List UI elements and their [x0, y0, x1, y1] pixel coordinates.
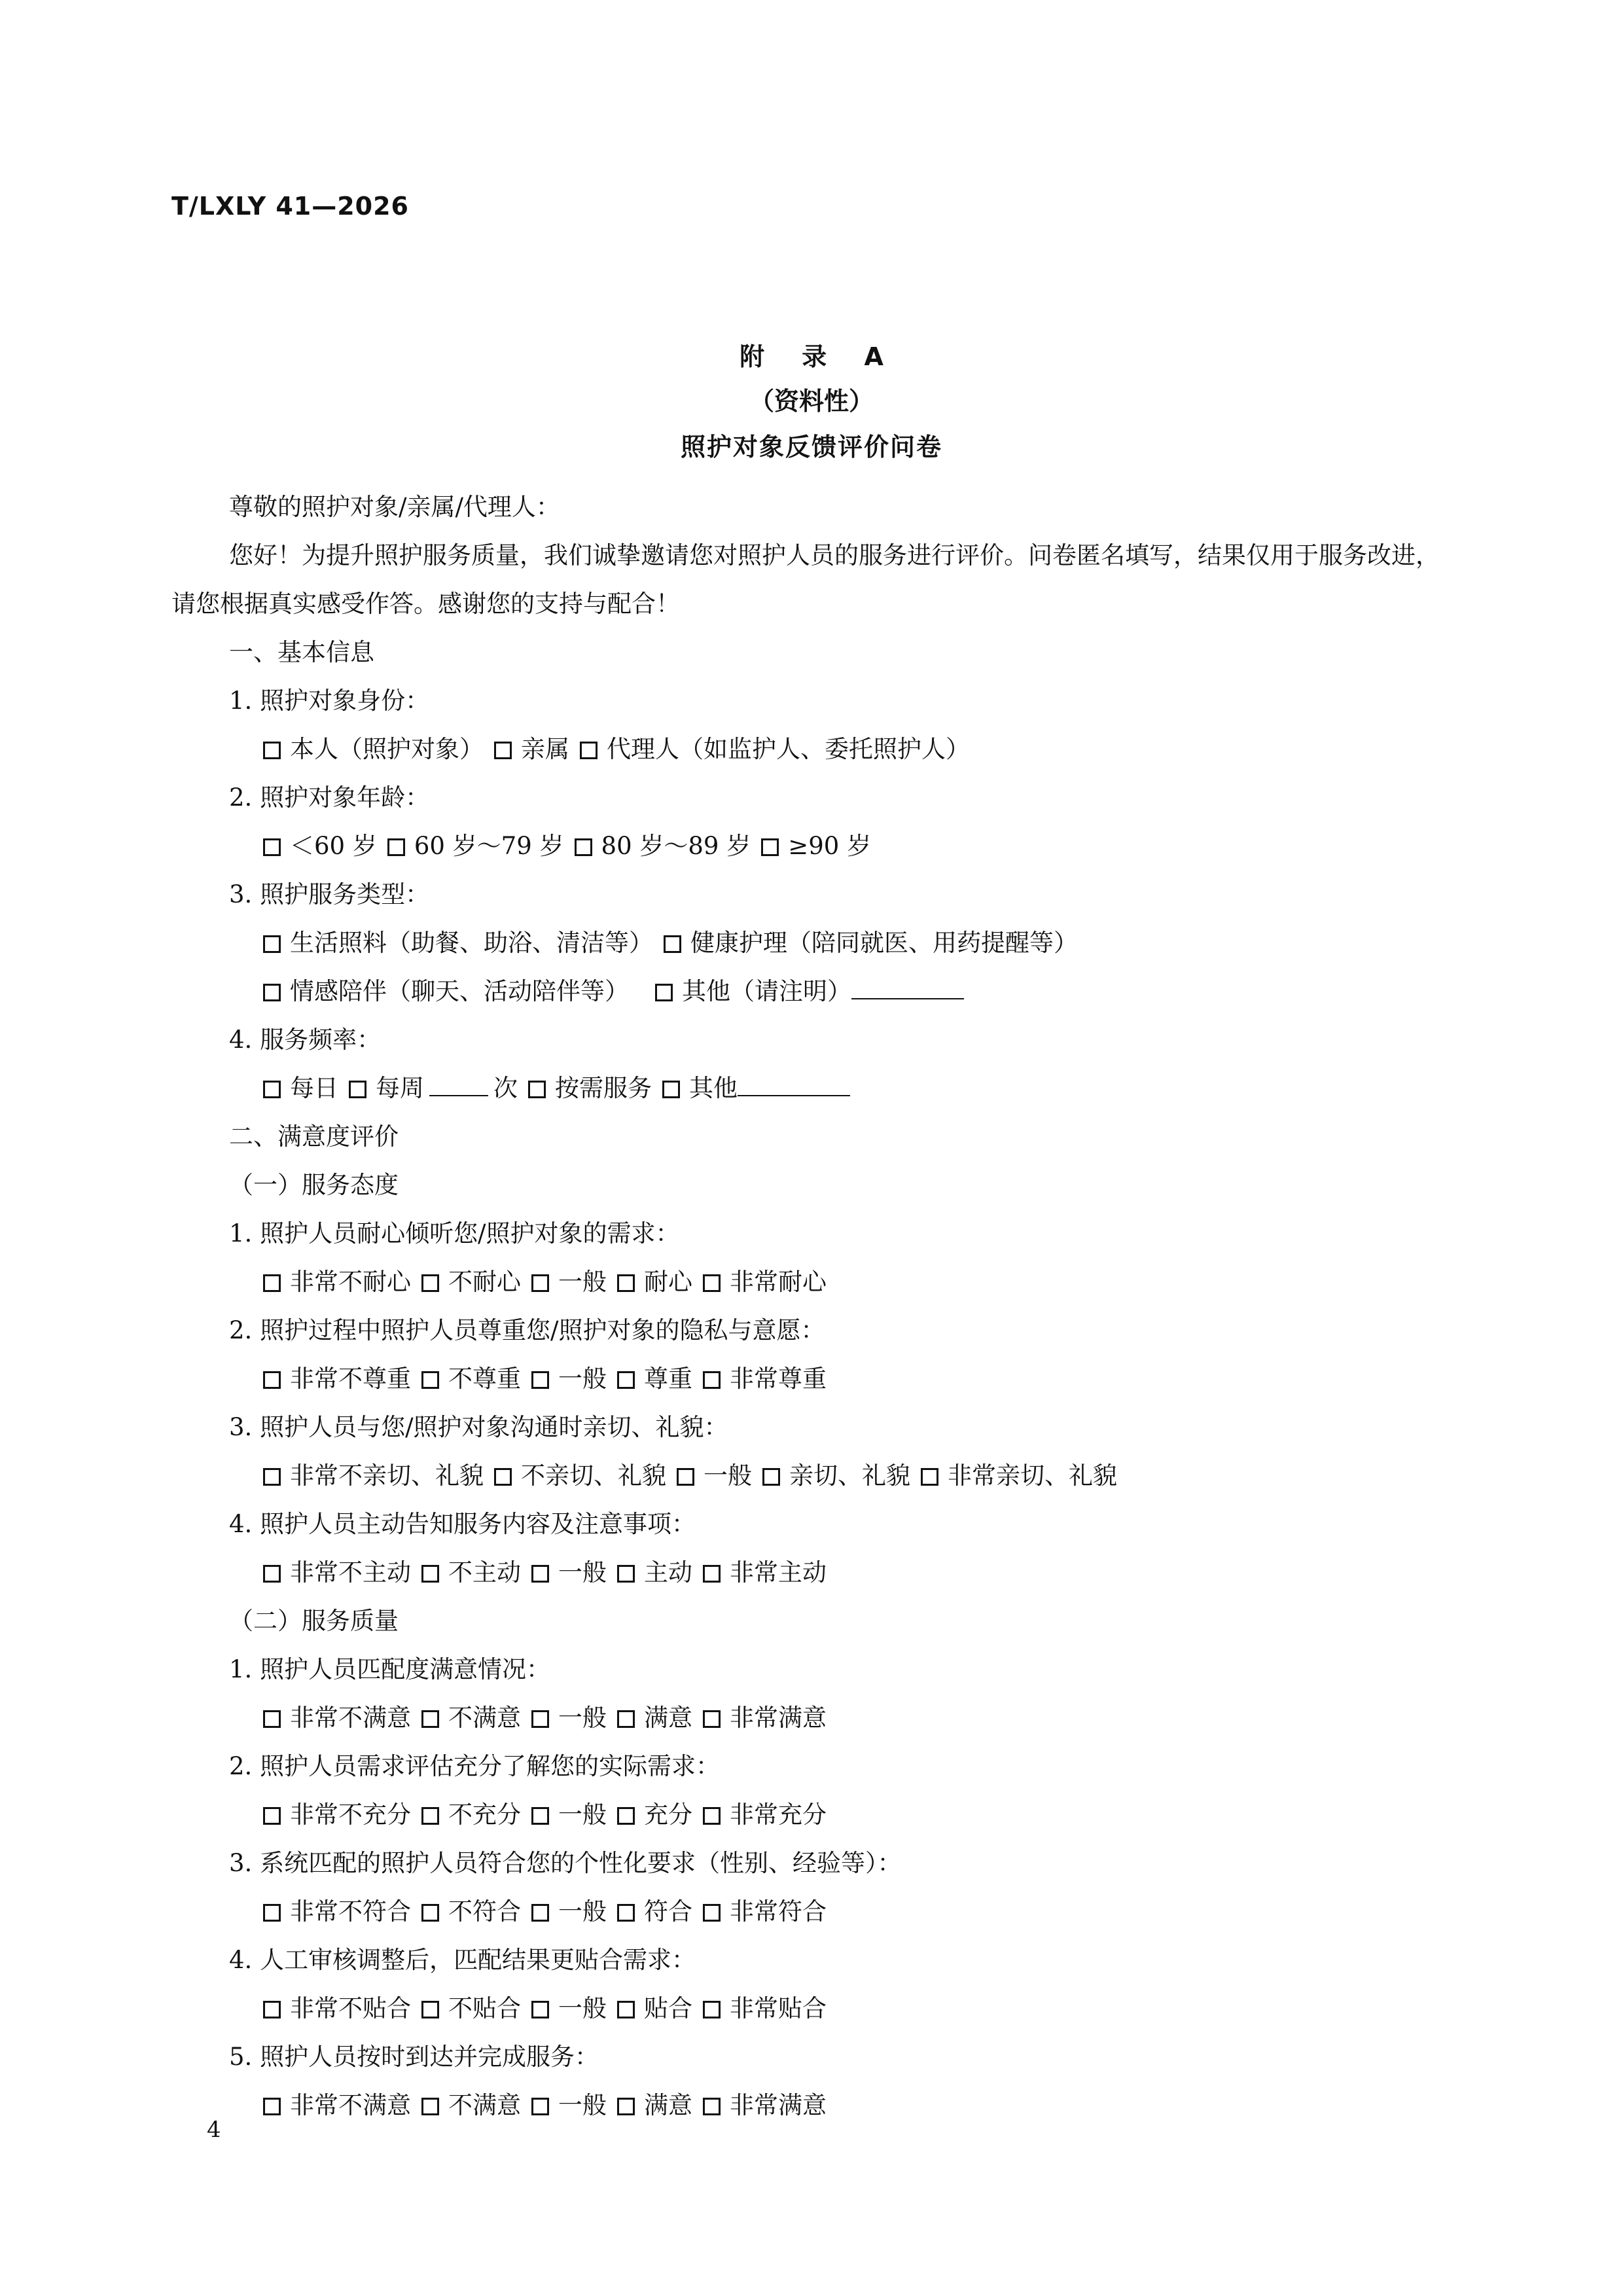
- option-label: 本人（照护对象）: [290, 735, 484, 763]
- option-label: 非常充分: [730, 1801, 827, 1829]
- option-label: 非常不满意: [290, 1704, 411, 1732]
- annex-nature: （资料性）: [749, 387, 874, 416]
- checkbox[interactable]: [263, 1807, 281, 1825]
- option[interactable]: [575, 832, 751, 860]
- option[interactable]: [263, 1462, 484, 1490]
- option-label: 非常亲切、礼貌: [948, 1462, 1117, 1490]
- option-label: 尊重: [644, 1365, 692, 1393]
- intro-paragraph: 您好！为提升照护服务质量，我们诚挚邀请您对照护人员的服务进行评价。问卷匿名填写，结果仅用于服务改进，请您根据真实感受作答。感谢您的支持与配合！: [171, 541, 1440, 618]
- checkbox[interactable]: [263, 1904, 281, 1922]
- checkbox[interactable]: [617, 1371, 635, 1389]
- option[interactable]: [263, 1558, 411, 1587]
- checkbox[interactable]: [703, 1274, 721, 1292]
- checkbox[interactable]: [662, 1081, 680, 1098]
- option[interactable]: [263, 735, 484, 763]
- option[interactable]: [617, 1994, 692, 2022]
- option[interactable]: [494, 1462, 666, 1490]
- section-satisfaction-title: 二、满意度评价: [229, 1122, 399, 1151]
- options-row: [171, 1984, 1454, 2033]
- option-label: 非常不符合: [290, 1897, 411, 1926]
- checkbox[interactable]: [531, 1710, 549, 1728]
- options-row: [171, 1355, 1454, 1403]
- checkbox[interactable]: [655, 984, 673, 1001]
- question-text: 4. 人工审核调整后，匹配结果更贴合需求：: [229, 1946, 696, 1974]
- option[interactable]: [494, 735, 569, 763]
- checkbox[interactable]: [703, 1565, 721, 1583]
- option-label: ≥90 岁: [788, 832, 872, 860]
- option-label: 其他: [689, 1074, 738, 1102]
- quality-questions: [171, 1645, 1454, 2130]
- option-label-suffix: 次: [493, 1074, 518, 1102]
- option[interactable]: [421, 1268, 521, 1296]
- option-label: 按需服务: [555, 1074, 652, 1102]
- question-text: 2. 照护人员需求评估充分了解您的实际需求：: [229, 1752, 721, 1780]
- option-label: 不满意: [448, 1704, 521, 1732]
- option[interactable]: [421, 1365, 521, 1393]
- checkbox[interactable]: [580, 742, 597, 759]
- checkbox[interactable]: [703, 1807, 721, 1825]
- checkbox[interactable]: [421, 1904, 439, 1922]
- subsection-title: （一）服务态度: [229, 1171, 399, 1199]
- checkbox[interactable]: [263, 935, 281, 953]
- greeting: 尊敬的照护对象/亲属/代理人：: [229, 493, 560, 521]
- option-label: ＜60 岁: [290, 832, 377, 860]
- option-label: 一般: [558, 1558, 607, 1587]
- options-row: [171, 919, 1454, 967]
- option-label: 80 岁～89 岁: [601, 832, 751, 860]
- option-label: 非常主动: [730, 1558, 827, 1587]
- option-label: 不贴合: [448, 1994, 521, 2022]
- option-label: 不符合: [448, 1897, 521, 1926]
- option-label: 符合: [644, 1897, 692, 1926]
- checkbox[interactable]: [349, 1081, 366, 1098]
- option[interactable]: [703, 1994, 827, 2022]
- option-label: 非常不充分: [290, 1801, 411, 1829]
- checkbox[interactable]: [263, 2098, 281, 2115]
- option-label: 亲切、礼貌: [789, 1462, 910, 1490]
- checkbox[interactable]: [263, 1468, 281, 1486]
- option[interactable]: [655, 977, 964, 1005]
- checkbox[interactable]: [421, 1371, 439, 1389]
- option[interactable]: [677, 1462, 752, 1490]
- options-row: [171, 725, 1454, 774]
- checkbox[interactable]: [421, 2098, 439, 2115]
- checkbox[interactable]: [263, 742, 281, 759]
- option-label: 非常不主动: [290, 1558, 411, 1587]
- questionnaire-body: [171, 483, 1454, 2130]
- checkbox[interactable]: [494, 1468, 512, 1486]
- checkbox[interactable]: [421, 1565, 439, 1583]
- checkbox[interactable]: [263, 1565, 281, 1583]
- option-label: 一般: [558, 1365, 607, 1393]
- options-row: [171, 822, 1454, 870]
- checkbox[interactable]: [421, 1710, 439, 1728]
- option-label: 每周: [376, 1074, 424, 1102]
- checkbox[interactable]: [703, 2098, 721, 2115]
- question-text: 1. 照护人员匹配度满意情况：: [229, 1655, 551, 1683]
- checkbox[interactable]: [617, 1274, 635, 1292]
- option-label: 其他（请注明）: [682, 977, 851, 1005]
- option-label: 情感陪伴（聊天、活动陪伴等）: [290, 977, 629, 1005]
- checkbox[interactable]: [762, 1468, 780, 1486]
- option[interactable]: [703, 1268, 827, 1296]
- question-text: 2. 照护过程中照护人员尊重您/照护对象的隐私与意愿：: [229, 1316, 825, 1344]
- option[interactable]: [263, 2091, 411, 2119]
- option[interactable]: [263, 1074, 338, 1102]
- question-text: 4. 服务频率：: [229, 1026, 382, 1054]
- option-label: 一般: [558, 1704, 607, 1732]
- checkbox[interactable]: [421, 1274, 439, 1292]
- option[interactable]: [617, 1704, 692, 1732]
- options-row: [171, 1694, 1454, 1742]
- option[interactable]: [664, 929, 1078, 957]
- option-label: 一般: [558, 1801, 607, 1829]
- option-label: 代理人（如监护人、委托照护人）: [607, 735, 970, 763]
- checkbox[interactable]: [761, 838, 779, 856]
- option[interactable]: [531, 1897, 607, 1926]
- option-label: 生活照料（助餐、助浴、清洁等）: [290, 929, 653, 957]
- option-label: 非常满意: [730, 1704, 827, 1732]
- option[interactable]: [421, 1994, 521, 2022]
- option[interactable]: [421, 1558, 521, 1587]
- option[interactable]: [531, 1704, 607, 1732]
- option[interactable]: [703, 1897, 827, 1926]
- option[interactable]: [421, 1704, 521, 1732]
- question-text: 1. 照护对象身份：: [229, 687, 430, 715]
- option[interactable]: [617, 1897, 692, 1926]
- option[interactable]: [531, 1268, 607, 1296]
- checkbox[interactable]: [263, 1371, 281, 1389]
- option[interactable]: [662, 1074, 850, 1102]
- question-text: 2. 照护对象年龄：: [229, 783, 430, 812]
- question-text: 1. 照护人员耐心倾听您/照护对象的需求：: [229, 1219, 680, 1247]
- option-label: 耐心: [644, 1268, 692, 1296]
- option[interactable]: [263, 1704, 411, 1732]
- option[interactable]: [421, 1801, 521, 1829]
- option-label: 一般: [558, 1268, 607, 1296]
- option[interactable]: [617, 1558, 692, 1587]
- option[interactable]: [349, 1074, 518, 1102]
- checkbox[interactable]: [528, 1081, 546, 1098]
- option[interactable]: [528, 1074, 652, 1102]
- option-label: 健康护理（陪同就医、用药提醒等）: [690, 929, 1078, 957]
- option[interactable]: [263, 977, 629, 1005]
- option[interactable]: [531, 2091, 607, 2119]
- option-label: 一般: [558, 2091, 607, 2119]
- option[interactable]: [703, 2091, 827, 2119]
- section-basic-info-title: 一、基本信息: [229, 638, 374, 666]
- checkbox[interactable]: [531, 1371, 549, 1389]
- option[interactable]: [617, 2091, 692, 2119]
- checkbox[interactable]: [617, 1904, 635, 1922]
- option[interactable]: [531, 1801, 607, 1829]
- options-row: [171, 1452, 1454, 1500]
- checkbox[interactable]: [664, 935, 681, 953]
- option-label: 一般: [704, 1462, 752, 1490]
- options-row: [171, 2081, 1454, 2130]
- checkbox[interactable]: [263, 1081, 281, 1098]
- checkbox[interactable]: [531, 1904, 549, 1922]
- option-label: 非常满意: [730, 2091, 827, 2119]
- option[interactable]: [580, 735, 970, 763]
- checkbox[interactable]: [263, 838, 281, 856]
- options-row: [171, 1064, 1454, 1113]
- checkbox[interactable]: [677, 1468, 694, 1486]
- option[interactable]: [617, 1365, 692, 1393]
- option-label: 非常尊重: [730, 1365, 827, 1393]
- checkbox[interactable]: [494, 742, 512, 759]
- annex-label: 附 录 A: [740, 342, 898, 371]
- checkbox[interactable]: [617, 2098, 635, 2115]
- option[interactable]: [703, 1365, 827, 1393]
- checkbox[interactable]: [531, 1807, 549, 1825]
- option[interactable]: [263, 929, 653, 957]
- option-label: 满意: [644, 1704, 692, 1732]
- option-label: 不满意: [448, 2091, 521, 2119]
- fill-in-blank[interactable]: [738, 1073, 850, 1096]
- option-label: 贴合: [644, 1994, 692, 2022]
- option[interactable]: [761, 832, 871, 860]
- options-row: [171, 1791, 1454, 1839]
- option[interactable]: [531, 1994, 607, 2022]
- checkbox[interactable]: [703, 1904, 721, 1922]
- option-label: 每日: [290, 1074, 338, 1102]
- option[interactable]: [421, 1897, 521, 1926]
- checkbox[interactable]: [617, 1565, 635, 1583]
- checkbox[interactable]: [387, 838, 405, 856]
- option-label: 不亲切、礼貌: [521, 1462, 666, 1490]
- options-row: [171, 967, 1454, 1016]
- options-row: [171, 1258, 1454, 1306]
- question-text: 5. 照护人员按时到达并完成服务：: [229, 2043, 599, 2071]
- checkbox[interactable]: [703, 1710, 721, 1728]
- option[interactable]: [617, 1801, 692, 1829]
- option[interactable]: [703, 1558, 827, 1587]
- checkbox[interactable]: [617, 2001, 635, 2018]
- checkbox[interactable]: [531, 1565, 549, 1583]
- option[interactable]: [263, 1801, 411, 1829]
- question-text: 3. 照护人员与您/照护对象沟通时亲切、礼貌：: [229, 1413, 728, 1441]
- checkbox[interactable]: [617, 1710, 635, 1728]
- option[interactable]: [263, 1897, 411, 1926]
- question-text: 4. 照护人员主动告知服务内容及注意事项：: [229, 1510, 696, 1538]
- option-label: 不尊重: [448, 1365, 521, 1393]
- option-label: 非常不贴合: [290, 1994, 411, 2022]
- checkbox[interactable]: [703, 1371, 721, 1389]
- options-row: [171, 1888, 1454, 1936]
- option[interactable]: [617, 1268, 692, 1296]
- option-label: 不充分: [448, 1801, 521, 1829]
- checkbox[interactable]: [263, 984, 281, 1001]
- question-text: 3. 照护服务类型：: [229, 880, 430, 908]
- document-code: T/LXLY 41—2026: [171, 192, 409, 221]
- option-label: 满意: [644, 2091, 692, 2119]
- checkbox[interactable]: [263, 2001, 281, 2018]
- option[interactable]: [703, 1704, 827, 1732]
- checkbox[interactable]: [617, 1807, 635, 1825]
- option[interactable]: [762, 1462, 910, 1490]
- checkbox[interactable]: [263, 1274, 281, 1292]
- checkbox[interactable]: [421, 1807, 439, 1825]
- checkbox[interactable]: [421, 2001, 439, 2018]
- option[interactable]: [263, 1365, 411, 1393]
- annex-title: 照护对象反馈评价问卷: [680, 433, 942, 461]
- option[interactable]: [421, 2091, 521, 2119]
- option[interactable]: [387, 832, 564, 860]
- option-label: 一般: [558, 1897, 607, 1926]
- checkbox[interactable]: [575, 838, 592, 856]
- option-label: 亲属: [521, 735, 569, 763]
- option[interactable]: [703, 1801, 827, 1829]
- option[interactable]: [263, 1994, 411, 2022]
- option-label: 非常不亲切、礼貌: [290, 1462, 484, 1490]
- checkbox[interactable]: [531, 1274, 549, 1292]
- checkbox[interactable]: [531, 2001, 549, 2018]
- option[interactable]: [531, 1558, 607, 1587]
- option-label: 一般: [558, 1994, 607, 2022]
- option-label: 不主动: [448, 1558, 521, 1587]
- checkbox[interactable]: [921, 1468, 938, 1486]
- option[interactable]: [263, 832, 377, 860]
- option-label: 非常不耐心: [290, 1268, 411, 1296]
- option-label: 非常贴合: [730, 1994, 827, 2022]
- question-text: 3. 系统匹配的照护人员符合您的个性化要求（性别、经验等）：: [229, 1849, 902, 1877]
- option-label: 非常不满意: [290, 2091, 411, 2119]
- option[interactable]: [531, 1365, 607, 1393]
- checkbox[interactable]: [703, 2001, 721, 2018]
- option-label: 不耐心: [448, 1268, 521, 1296]
- attitude-questions: [171, 1210, 1454, 1597]
- option-label: 非常耐心: [730, 1268, 827, 1296]
- option[interactable]: [263, 1268, 411, 1296]
- option[interactable]: [921, 1462, 1117, 1490]
- checkbox[interactable]: [263, 1710, 281, 1728]
- option-label: 非常符合: [730, 1897, 827, 1926]
- page-number: 4: [207, 2117, 221, 2143]
- fill-in-blank[interactable]: [429, 1073, 488, 1096]
- options-row: [171, 1549, 1454, 1597]
- option-label: 主动: [644, 1558, 692, 1587]
- option-label: 60 岁～79 岁: [414, 832, 564, 860]
- fill-in-blank[interactable]: [851, 976, 964, 999]
- option-label: 充分: [644, 1801, 692, 1829]
- option-label: 非常不尊重: [290, 1365, 411, 1393]
- checkbox[interactable]: [531, 2098, 549, 2115]
- subsection-title: （二）服务质量: [229, 1607, 399, 1635]
